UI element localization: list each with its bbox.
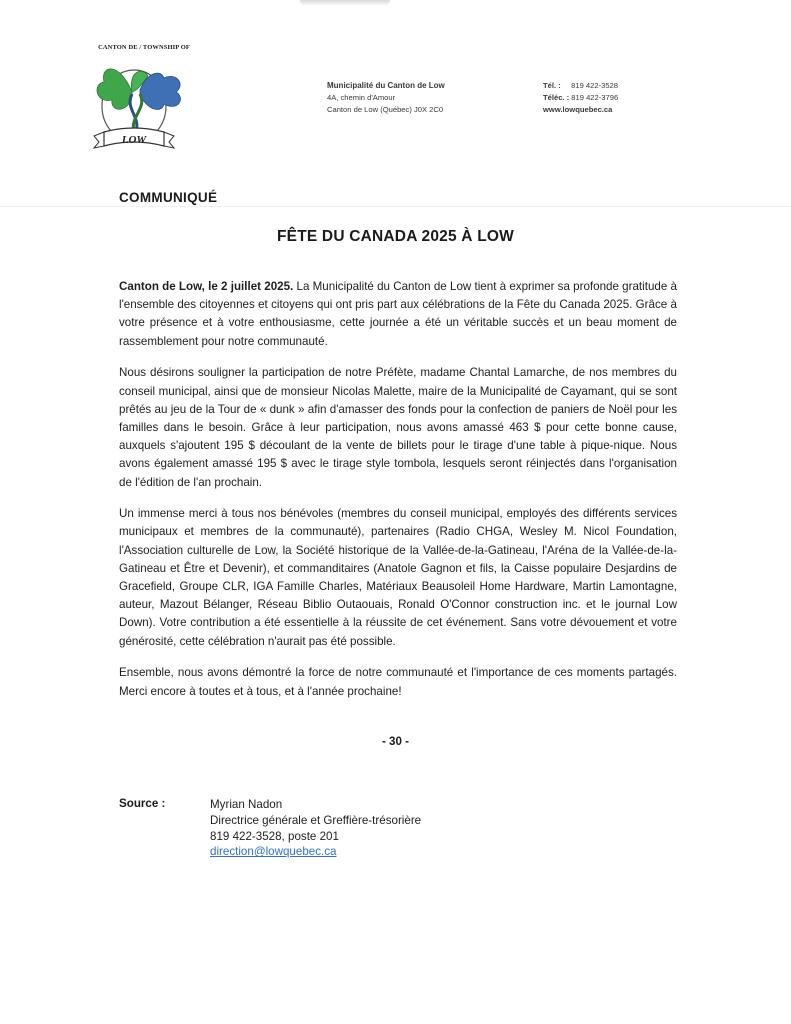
source-name: Myrian Nadon bbox=[210, 798, 283, 811]
communique-heading: COMMUNIQUÉ bbox=[119, 190, 218, 205]
press-release-body bbox=[119, 278, 677, 714]
scan-artifact bbox=[300, 0, 390, 6]
source-email-link[interactable]: direction@lowquebec.ca bbox=[210, 845, 337, 859]
paragraph-1-text: La Municipalité du Canton de Low tient à exprimer sa profonde gratitude à l'ensemble des citoyennes et citoyens qui ont pris part aux célébrations de la Fête du Canada 2025. Grâce à votre présence et à votre enthousiasme, cette journée a été un véritable succès et un beau moment de rassemblement pour notre communauté. bbox=[119, 280, 677, 348]
paragraph-3: Un immense merci à tous nos bénévoles (membres du conseil municipal, employés des différents services municipaux et membres de la communauté), partenaires (Radio CHGA, Wesley M. Nicol Foundation, l'Association culturelle de Low, la Société historique de la Vallée-de-la-Gatineau, l'Aréna de la Vallée-de-la-Gatineau et Être et Devenir), et commanditaires (Anatole Gagnon et fils, la Caisse populaire Desjardins de Gracefield, Groupe CLR, IGA Famille Charles, Matériaux Beausoleil Home Hardware, Martin Lamontagne, auteur, Mazout Bélanger, Réseau Biblio Outaouais, Ronald O'Connor construction inc. et le journal Low Down). Votre contribution a été essentielle à la réussite de cet événement. Sans votre dévouement et votre générosité, cette célébration n'aurait pas été possible. bbox=[119, 507, 677, 648]
fax-label: Téléc. : bbox=[543, 93, 570, 102]
source-phone: 819 422-3528, poste 201 bbox=[210, 829, 339, 843]
source-role: Directrice générale et Greffière-trésorière bbox=[210, 813, 422, 827]
tel-number: 819 422-3528 bbox=[571, 81, 618, 90]
website-link[interactable]: www.lowquebec.ca bbox=[543, 105, 613, 114]
paragraph-4: Ensemble, nous avons démontré la force de notre communauté et l'importance de ces moments partagés. Merci encore à toutes et à tous, et à l'année prochaine! bbox=[119, 666, 677, 698]
paragraph-1 bbox=[119, 278, 677, 351]
org-address-line2: Canton de Low (Québec) J0X 2C0 bbox=[327, 105, 444, 114]
logo-word: LOW bbox=[121, 134, 147, 146]
page-title: FÊTE DU CANADA 2025 À LOW bbox=[277, 228, 514, 245]
org-name: Municipalité du Canton de Low bbox=[327, 81, 445, 90]
dateline: Canton de Low, le 2 juillet 2025. bbox=[119, 280, 294, 293]
logo-caption: CANTON DE / TOWNSHIP OF bbox=[98, 44, 190, 51]
source-contact bbox=[210, 797, 421, 860]
fax-number: 819 422-3796 bbox=[571, 93, 619, 102]
municipality-address bbox=[327, 80, 445, 116]
end-marker: - 30 - bbox=[381, 735, 410, 748]
contact-block bbox=[543, 80, 618, 116]
trillium-logo-icon bbox=[90, 54, 198, 156]
tel-label: Tél. : bbox=[543, 81, 561, 90]
paragraph-2: Nous désirons souligner la participation de notre Préfète, madame Chantal Lamarche, de nos membres du conseil municipal, ainsi que de monsieur Nicolas Malette, maire de la Municipalité de Cayamant, qui se sont prêtés au jeu de la Tour de « dunk » afin d'amasser des fonds pour la confection de paniers de Noël pour les familles dans le besoin. Grâce à leur participation, nous avons amassé 463 $ pour cette bonne cause, auxquels s'ajoutent 195 $ découlant de la vente de billets pour le tirage d'une table à pique-nique. Nous avons également amassé 195 $ avec le tirage style tombola, lesquels seront réinjectés dans l'organisation de l'édition de l'an prochain. bbox=[119, 366, 677, 489]
source-label: Source : bbox=[119, 797, 166, 810]
township-logo bbox=[84, 44, 204, 156]
scan-line bbox=[0, 206, 791, 207]
org-address-line1: 4A, chemin d'Amour bbox=[327, 93, 396, 102]
